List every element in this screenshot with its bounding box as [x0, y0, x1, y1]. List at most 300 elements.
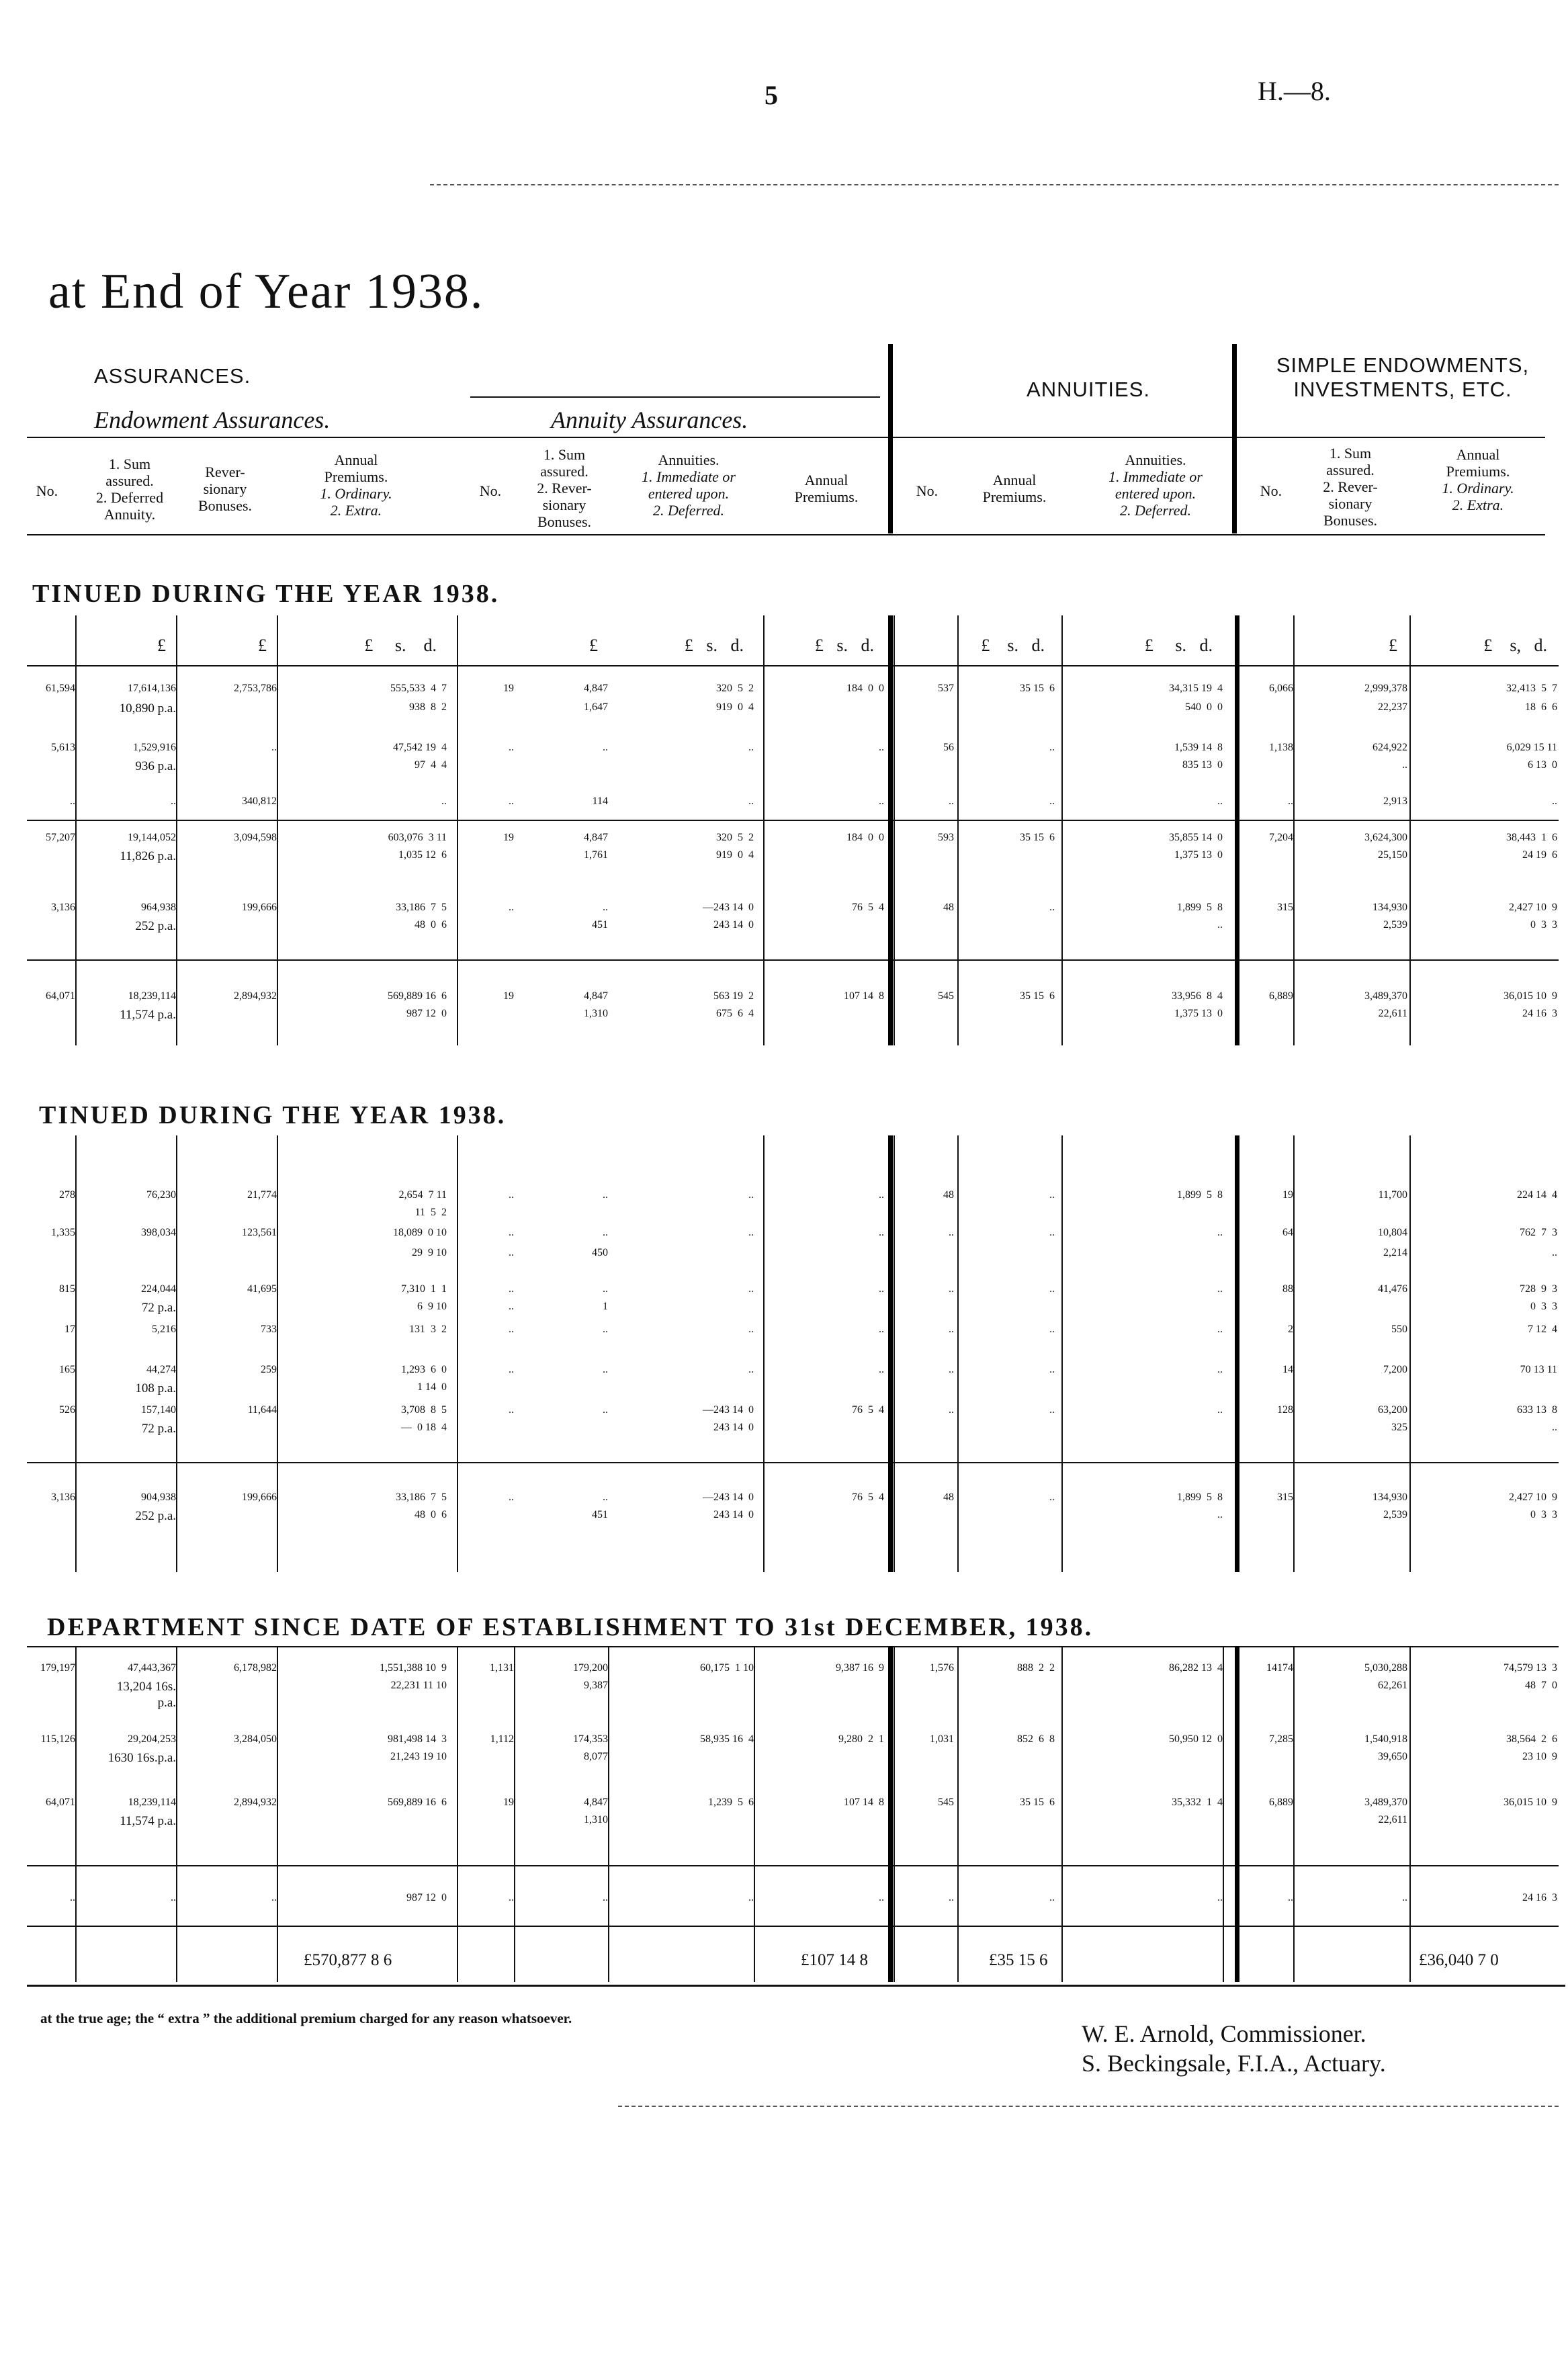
cell-sum-assured: 5,216: [152, 1324, 176, 1335]
cell-no: 526: [59, 1404, 75, 1416]
cell-sum-assured: 252 p.a.: [135, 1509, 176, 1523]
cell-annuities: ..: [748, 1364, 754, 1375]
cell-sum-assured-3: 7,200: [1383, 1364, 1407, 1375]
cell-annual-premiums: 987 12 0: [406, 1892, 447, 1903]
cell-sum-assured: 13,204 16s.: [116, 1680, 176, 1694]
unit-label: £: [258, 636, 267, 655]
col-sum-assured-3: 1. Sum assured. 2. Rever- sionary Bonuses.: [1323, 445, 1378, 529]
cell-annuities-2: ..: [1217, 795, 1223, 807]
cell-annuities-2: 1,539 14 8: [1174, 742, 1223, 753]
cell-no-2: ..: [509, 1301, 514, 1312]
column-rule: [277, 615, 278, 1045]
col-premiums-2: Annual Premiums.: [982, 472, 1047, 505]
cell-annuities: 58,935 16 4: [700, 1733, 754, 1745]
cell-premiums: 107 14 8: [844, 990, 884, 1002]
column-rule: [1293, 1135, 1295, 1572]
column-rule: [176, 615, 177, 1045]
cell-premiums-2: ..: [1049, 1189, 1055, 1201]
cell-annual-premiums: 29 9 10: [412, 1247, 447, 1258]
cell-sum-assured-rev: 1,310: [584, 1008, 608, 1019]
cell-annuities-2: 35,855 14 0: [1169, 832, 1223, 843]
cell-premiums: ..: [879, 1324, 884, 1335]
cell-annuities: 675 6 4: [716, 1008, 754, 1019]
cell-premiums: 184 0 0: [846, 832, 884, 843]
cell-annuities-2: ..: [1217, 1227, 1223, 1238]
row-rule: [27, 1926, 1559, 1927]
cell-premiums-3: 74,579 13 3: [1504, 1662, 1557, 1674]
cell-sum-assured: 17,614,136: [128, 683, 176, 694]
cell-annual-premiums: 7,310 1 1: [401, 1283, 447, 1295]
cell-sum-assured: 44,274: [146, 1364, 176, 1375]
column-rule: [1409, 615, 1411, 1045]
col-no-4: No.: [1260, 482, 1282, 499]
cell-no-3: ..: [949, 1364, 954, 1375]
cell-no-3: 593: [938, 832, 954, 843]
cell-sum-assured: 1630 16s.p.a.: [107, 1751, 176, 1765]
cell-premiums-2: 35 15 6: [1020, 683, 1055, 694]
cell-premiums-2: 852 6 8: [1017, 1733, 1055, 1745]
column-rule: [75, 1135, 77, 1572]
column-rule: [957, 1646, 959, 1982]
cell-annuities-2: 1,375 13 0: [1174, 1008, 1223, 1019]
cell-sum-assured: 47,443,367: [128, 1662, 176, 1674]
column-rule: [894, 615, 895, 1045]
cell-premiums-3: 18 6 6: [1525, 701, 1557, 713]
cell-premiums-2: 35 15 6: [1020, 832, 1055, 843]
cell-sum-assured-3: 2,913: [1383, 795, 1407, 807]
cell-annuities: 919 0 4: [716, 849, 754, 861]
column-rule: [888, 615, 893, 1045]
cell-premiums-2: ..: [1049, 795, 1055, 807]
column-rule: [277, 1646, 278, 1982]
column-rule: [457, 1646, 458, 1982]
cell-sum-assured-3: 22,237: [1378, 701, 1407, 713]
cell-premiums-2: ..: [1049, 1364, 1055, 1375]
col-sum-assured-rev: 1. Sum assured. 2. Rever- sionary Bonuses.: [537, 446, 592, 530]
col-annuities-2: Annuities. 1. Immediate or entered upon. 2. Deferred.: [1108, 451, 1203, 519]
cell-sum-assured-rev: ..: [603, 1324, 608, 1335]
cell-no-3: ..: [949, 1283, 954, 1295]
cell-premiums-2: ..: [1049, 1404, 1055, 1416]
cell-premiums-3: 6 13 0: [1528, 759, 1557, 771]
cell-premiums: 9,387 16 9: [836, 1662, 884, 1674]
page-number: 5: [765, 80, 778, 110]
cell-premiums-2: 888 2 2: [1017, 1662, 1055, 1674]
cell-no-4: 7,285: [1269, 1733, 1293, 1745]
cell-sum-assured-3: 134,930: [1373, 902, 1407, 913]
cell-no-4: 19: [1282, 1189, 1293, 1201]
unit-label: £ s. d.: [981, 636, 1045, 655]
cell-no: 179,197: [40, 1662, 75, 1674]
cell-no: 1,335: [51, 1227, 75, 1238]
cell-annuities-2: 33,956 8 4: [1172, 990, 1223, 1002]
cell-reversionary: 6,178,982: [234, 1662, 277, 1674]
cell-sum-assured-rev: 1,310: [584, 1814, 608, 1825]
cell-sum-assured-3: 62,261: [1378, 1680, 1407, 1691]
cell-annuities: —243 14 0: [703, 1492, 754, 1503]
unit-label: £ s, d.: [1483, 636, 1547, 655]
cell-annuities-2: 1,899 5 8: [1177, 902, 1223, 913]
cell-reversionary: 259: [261, 1364, 277, 1375]
header-rule: [27, 534, 1545, 535]
cell-premiums-3: 0 3 3: [1530, 1509, 1557, 1520]
cell-sum-assured: 964,938: [141, 902, 176, 913]
cell-no: ..: [70, 795, 75, 807]
cell-sum-assured-3: 624,922: [1373, 742, 1407, 753]
cell-annual-premiums: 22,231 11 10: [390, 1680, 447, 1691]
cell-premiums-2: ..: [1049, 1283, 1055, 1295]
column-rule: [763, 1135, 765, 1572]
cell-no-4: 6,889: [1269, 1797, 1293, 1808]
unit-label: £ s. d.: [364, 636, 437, 655]
cell-sum-assured-rev: 114: [592, 795, 608, 807]
cell-no-3: 1,031: [930, 1733, 954, 1745]
cell-premiums: ..: [879, 1189, 884, 1201]
cell-annuities-2: ..: [1217, 1404, 1223, 1416]
cell-no: 815: [59, 1283, 75, 1295]
cell-no-3: 545: [938, 1797, 954, 1808]
cell-sum-assured: 1,529,916: [133, 742, 176, 753]
cell-annuities: 60,175 1 10: [700, 1662, 754, 1674]
row-rule: [27, 665, 1559, 666]
section-title: DEPARTMENT SINCE DATE OF ESTABLISHMENT TO 31st DECEMBER, 1938.: [47, 1613, 1094, 1641]
header-rule: [470, 396, 880, 398]
cell-sum-assured: 76,230: [146, 1189, 176, 1201]
column-rule: [894, 1135, 895, 1572]
cell-no-2: 19: [503, 832, 514, 843]
cell-no-4: ..: [1288, 795, 1293, 807]
cell-annuities: ..: [748, 742, 754, 753]
cell-annuities-2: 35,332 1 4: [1172, 1797, 1223, 1808]
cell-sum-assured-rev: ..: [603, 1283, 608, 1295]
column-rule: [1293, 615, 1295, 1045]
cell-no-2: ..: [509, 1283, 514, 1295]
cell-no-3: ..: [949, 1404, 954, 1416]
cell-sum-assured-3: 41,476: [1378, 1283, 1407, 1295]
cell-sum-assured-rev: 451: [592, 1509, 608, 1520]
cell-no-2: ..: [509, 902, 514, 913]
cell-annuities-2: 1,899 5 8: [1177, 1492, 1223, 1503]
cell-no: 61,594: [46, 683, 75, 694]
cell-annual-premiums: 48 0 6: [415, 919, 447, 931]
cell-premiums-3: 2,427 10 9: [1509, 1492, 1557, 1503]
cell-sum-assured-3: 1,540,918: [1364, 1733, 1407, 1745]
column-rule: [1235, 615, 1239, 1045]
cell-annuities: —243 14 0: [703, 902, 754, 913]
cell-annual-premiums: 47,542 19 4: [393, 742, 447, 753]
cell-annual-premiums: 1,035 12 6: [398, 849, 447, 861]
cell-premiums-2: ..: [1049, 1892, 1055, 1903]
cell-sum-assured-3: 3,624,300: [1364, 832, 1407, 843]
annuities-heading: ANNUITIES.: [1027, 378, 1150, 401]
col-reversionary: Rever- sionary Bonuses.: [198, 464, 253, 514]
annuity-assurances-heading: Annuity Assurances.: [551, 406, 748, 433]
column-rule: [514, 1646, 515, 1982]
cell-sum-assured-rev: 9,387: [584, 1680, 608, 1691]
cell-sum-assured-rev: ..: [603, 1892, 608, 1903]
cell-no-2: ..: [509, 1364, 514, 1375]
cell-sum-assured-rev: 1: [603, 1301, 608, 1312]
cell-premiums-2: ..: [1049, 1227, 1055, 1238]
cell-premiums-3: 7 12 4: [1528, 1324, 1557, 1335]
cell-sum-assured-3: 25,150: [1378, 849, 1407, 861]
cell-no-3: 48: [943, 1492, 954, 1503]
cell-annual-premiums: 6 9 10: [417, 1301, 447, 1312]
cell-annual-premiums: 569,889 16 6: [388, 1797, 447, 1808]
cell-premiums-3: 2,427 10 9: [1509, 902, 1557, 913]
cell-annuities-2: ..: [1217, 1283, 1223, 1295]
cell-premiums-2: ..: [1049, 902, 1055, 913]
cell-sum-assured-rev: 450: [592, 1247, 608, 1258]
row-rule: [27, 1462, 1559, 1463]
column-rule: [608, 1646, 609, 1982]
cell-sum-assured-3: 2,539: [1383, 1509, 1407, 1520]
cell-annual-premiums: 1,551,388 10 9: [380, 1662, 447, 1674]
cell-premiums: ..: [879, 1283, 884, 1295]
cell-sum-assured: 904,938: [141, 1492, 176, 1503]
cell-premiums-3: ..: [1552, 1247, 1557, 1258]
cell-no-3: ..: [949, 1892, 954, 1903]
row-rule: [27, 1865, 1559, 1866]
cell-sum-assured: 157,140: [141, 1404, 176, 1416]
cell-sum-assured: 224,044: [141, 1283, 176, 1295]
section-title: TINUED DURING THE YEAR 1938.: [39, 1101, 507, 1129]
cell-premiums-3: 762 7 3: [1520, 1227, 1557, 1238]
total-annuities-premiums: £35 15 6: [989, 1951, 1048, 1969]
cell-no-2: ..: [509, 742, 514, 753]
column-rule: [176, 1646, 177, 1982]
cell-sum-assured-3: 2,214: [1383, 1247, 1407, 1258]
cell-no-2: ..: [509, 1247, 514, 1258]
cell-no: 3,136: [51, 902, 75, 913]
cell-sum-assured-rev: ..: [603, 1492, 608, 1503]
column-rule: [176, 1135, 177, 1572]
cell-no-2: ..: [509, 1227, 514, 1238]
cell-sum-assured: 11,574 p.a.: [120, 1008, 176, 1022]
column-rule: [1235, 1646, 1239, 1982]
cell-sum-assured-3: ..: [1402, 759, 1407, 771]
cell-annuities: 243 14 0: [713, 1509, 754, 1520]
cell-premiums: ..: [879, 1892, 884, 1903]
cell-annuities: 1,239 5 6: [708, 1797, 754, 1808]
cell-annuities: ..: [748, 795, 754, 807]
cell-no: 3,136: [51, 1492, 75, 1503]
cell-premiums-3: 224 14 4: [1517, 1189, 1557, 1201]
column-rule: [1235, 1135, 1239, 1572]
signature-actuary: S. Beckingsale, F.I.A., Actuary.: [1082, 2050, 1386, 2077]
cell-no-3: 1,576: [930, 1662, 954, 1674]
row-rule: [27, 820, 1559, 821]
unit-label: £: [157, 636, 166, 655]
cell-sum-assured: 29,204,253: [128, 1733, 176, 1745]
cell-no-4: 315: [1277, 1492, 1293, 1503]
total-simple-premiums: £36,040 7 0: [1419, 1951, 1499, 1969]
cell-premiums-3: 36,015 10 9: [1504, 990, 1557, 1002]
cell-annuities: 320 5 2: [716, 683, 754, 694]
row-rule: [27, 1646, 1559, 1647]
column-rule: [1061, 1135, 1063, 1572]
cell-reversionary: ..: [271, 1892, 277, 1903]
cell-premiums-3: 36,015 10 9: [1504, 1797, 1557, 1808]
cell-sum-assured-rev: 4,847: [584, 832, 608, 843]
cell-no-2: 1,112: [490, 1733, 514, 1745]
column-rule: [754, 1646, 755, 1982]
cell-sum-assured: 10,890 p.a.: [119, 701, 176, 716]
cell-premiums: ..: [879, 742, 884, 753]
cell-annual-premiums: 2,654 7 11: [398, 1189, 447, 1201]
cell-sum-assured-rev: ..: [603, 1404, 608, 1416]
cell-no-2: ..: [509, 1404, 514, 1416]
cell-reversionary: 199,666: [242, 902, 277, 913]
cell-premiums-2: ..: [1049, 1492, 1055, 1503]
signature-commissioner: W. E. Arnold, Commissioner.: [1082, 2020, 1366, 2047]
cell-premiums-3: ..: [1552, 1422, 1557, 1433]
cell-sum-assured-rev: 179,200: [573, 1662, 608, 1674]
cell-sum-assured-3: 11,700: [1378, 1189, 1407, 1201]
cell-sum-assured-3: 550: [1391, 1324, 1407, 1335]
cell-sum-assured: 72 p.a.: [141, 1301, 176, 1315]
cell-premiums-3: 24 16 3: [1522, 1008, 1557, 1019]
cell-reversionary: 2,753,786: [234, 683, 277, 694]
cell-sum-assured-rev: 4,847: [584, 683, 608, 694]
cell-premiums-2: ..: [1049, 742, 1055, 753]
cell-reversionary: 340,812: [242, 795, 277, 807]
cell-sum-assured-3: 10,804: [1378, 1227, 1407, 1238]
cell-annuities-2: 1,375 13 0: [1174, 849, 1223, 861]
cell-no: ..: [70, 1892, 75, 1903]
cell-no-3: ..: [949, 1324, 954, 1335]
cell-premiums-3: 70 13 11: [1520, 1364, 1557, 1375]
cell-sum-assured: ..: [171, 795, 176, 807]
section-title: TINUED DURING THE YEAR 1938.: [32, 580, 500, 608]
cell-no-3: ..: [949, 795, 954, 807]
cell-annual-premiums: 1 14 0: [417, 1381, 447, 1393]
column-rule: [1061, 1646, 1063, 1982]
cell-annuities-2: ..: [1217, 1509, 1223, 1520]
cell-annuities: ..: [748, 1227, 754, 1238]
cell-premiums-3: 0 3 3: [1530, 1301, 1557, 1312]
cell-no-4: 6,066: [1269, 683, 1293, 694]
cell-sum-assured-rev: 4,847: [584, 1797, 608, 1808]
column-rule: [1061, 615, 1063, 1045]
cell-annuities-2: ..: [1217, 1324, 1223, 1335]
cell-reversionary: 11,644: [247, 1404, 277, 1416]
cell-sum-assured-rev: 8,077: [584, 1751, 608, 1762]
cell-sum-assured: 18,239,114: [128, 990, 176, 1002]
cell-reversionary: 199,666: [242, 1492, 277, 1503]
cell-annuities: 320 5 2: [716, 832, 754, 843]
endowment-heading: Endowment Assurances.: [94, 406, 331, 433]
cell-reversionary: 2,894,932: [234, 990, 277, 1002]
cell-premiums: 76 5 4: [852, 1492, 884, 1503]
column-rule: [888, 1135, 893, 1572]
column-rule: [894, 1646, 895, 1982]
unit-label: £: [1389, 636, 1397, 655]
cell-reversionary: 3,094,598: [234, 832, 277, 843]
cell-annuities-2: 50,950 12 0: [1169, 1733, 1223, 1745]
cell-no-4: ..: [1288, 1892, 1293, 1903]
column-rule: [457, 615, 458, 1045]
unit-label: £ s. d.: [1144, 636, 1213, 655]
cell-premiums: ..: [879, 795, 884, 807]
cell-premiums-3: 32,413 5 7: [1506, 683, 1557, 694]
cell-no-4: 14174: [1266, 1662, 1293, 1674]
cell-no-2: ..: [509, 795, 514, 807]
page-title: at End of Year 1938.: [48, 264, 484, 319]
cell-no-4: 315: [1277, 902, 1293, 913]
column-rule: [763, 615, 765, 1045]
cell-sum-assured: 252 p.a.: [135, 919, 176, 933]
cell-no-2: 19: [503, 1797, 514, 1808]
cell-reversionary: 123,561: [242, 1227, 277, 1238]
col-annuities: Annuities. 1. Immediate or entered upon. 2. Deferred.: [642, 451, 736, 519]
cell-sum-assured: ..: [171, 1892, 176, 1903]
cell-annual-premiums: 18,089 0 10: [393, 1227, 447, 1238]
cell-annuities-2: ..: [1217, 919, 1223, 931]
unit-label: £ s. d.: [684, 636, 744, 655]
cell-premiums: 76 5 4: [852, 1404, 884, 1416]
cell-no-3: 537: [938, 683, 954, 694]
cell-sum-assured: 11,574 p.a.: [120, 1814, 176, 1828]
cell-annuities-2: ..: [1217, 1892, 1223, 1903]
cell-annuities-2: ..: [1217, 1364, 1223, 1375]
cell-sum-assured-3: ..: [1402, 1892, 1407, 1903]
cell-premiums-3: 48 7 0: [1525, 1680, 1557, 1691]
cell-annual-premiums: 938 8 2: [409, 701, 447, 713]
cell-no-2: ..: [509, 1189, 514, 1201]
cell-reversionary: 3,284,050: [234, 1733, 277, 1745]
cell-no-3: 48: [943, 1189, 954, 1201]
cell-annual-premiums: 48 0 6: [415, 1509, 447, 1520]
column-rule: [1409, 1135, 1411, 1572]
column-rule: [457, 1135, 458, 1572]
cell-annuities: —243 14 0: [703, 1404, 754, 1416]
cell-sum-assured: 19,144,052: [128, 832, 176, 843]
cell-annual-premiums: 3,708 8 5: [401, 1404, 447, 1416]
col-annual-premiums: Annual Premiums. 1. Ordinary. 2. Extra.: [320, 451, 392, 519]
cell-annual-premiums: 97 4 4: [415, 759, 447, 771]
cell-premiums: ..: [879, 1364, 884, 1375]
cell-annual-premiums: 1,293 6 0: [401, 1364, 447, 1375]
cell-sum-assured-rev: 4,847: [584, 990, 608, 1002]
cell-premiums-3: 6,029 15 11: [1506, 742, 1557, 753]
cell-reversionary: 2,894,932: [234, 1797, 277, 1808]
cell-no: 57,207: [46, 832, 75, 843]
col-premiums: Annual Premiums.: [794, 472, 859, 505]
cell-sum-assured-3: 63,200: [1378, 1404, 1407, 1416]
cell-annuities: ..: [748, 1283, 754, 1295]
column-rule: [75, 1646, 77, 1982]
cell-premiums-3: ..: [1552, 795, 1557, 807]
header-divider: [888, 344, 893, 533]
cell-premiums: 9,280 2 1: [838, 1733, 884, 1745]
page-reference: H.—8.: [1258, 76, 1331, 106]
header-divider: [1232, 344, 1237, 533]
cell-annual-premiums: 21,243 19 10: [390, 1751, 447, 1762]
cell-premiums-3: 24 19 6: [1522, 849, 1557, 861]
col-no: No.: [36, 482, 58, 499]
cell-sum-assured: p.a.: [157, 1696, 176, 1710]
cell-no-2: 1,131: [490, 1662, 514, 1674]
cell-premiums-3: 23 10 9: [1522, 1751, 1557, 1762]
cell-sum-assured-rev: ..: [603, 1227, 608, 1238]
cell-no-2: ..: [509, 1492, 514, 1503]
cell-sum-assured: 108 p.a.: [135, 1381, 176, 1395]
column-rule: [957, 1135, 959, 1572]
cell-no-4: 88: [1282, 1283, 1293, 1295]
column-rule: [75, 615, 77, 1045]
cell-sum-assured-3: 22,611: [1378, 1814, 1407, 1825]
